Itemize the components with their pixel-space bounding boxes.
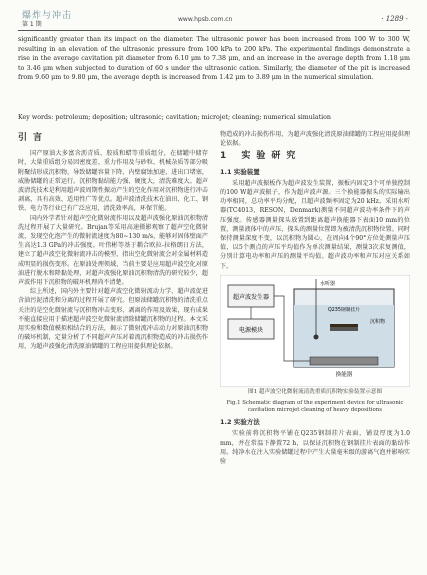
paragraph: 采用超声波振板作为超声波发生装置，振板内固定3个可单独控制的100 W超声波振子，作为超声波声源。三个换能器振头的实际输出功率相同，总功率平均分配，且超声波频率固定为20 kHz。采用水听器(TC4013，RESON，Denmark)测量不同超声波功率条件下的声压强度。传感器测量探头放置到距离超声换能器下表面10 mm的位置，测量液体中的声压，探头的测量位置即为被清洗沉积物位置。同时保持测量深度不变，以沉积物为圆心，在周向4个90°方位处测量声压值，以5个测点的声压平均值作为单次测量结果，测量3次求复测值，分别计算电功率和声压的测量平均值。超声波功率和声压对应关系如下。 (220, 179, 410, 270)
section-heading-experiment: 1 实验研究 (220, 151, 302, 162)
tank-label: Q235钢制挂片 (327, 307, 361, 313)
hydrophone-label: 水听器 (320, 280, 336, 287)
paragraph: 实验前将沉积物平铺在Q235钢制挂片表面，铺设厚度为1.0 mm，并在常温下静置72 h，以保证沉积物在钢制挂片表面的黏结作用。纯净水在注入实验储罐过程中产生大量毫米级的游离气泡并影响实验 (220, 430, 410, 466)
figure-caption-cn: 图1 超声波空化微射流清洗重质沉积物实验装置示意图 (248, 388, 382, 395)
figure-1-diagram (220, 275, 410, 387)
generator-label: 超声波发生器 (232, 293, 270, 301)
transducer-label: 换能器 (335, 371, 353, 378)
subsection-heading: 1.1 实验装置 (220, 167, 260, 176)
sample-plate (330, 327, 358, 331)
paragraph: 国内外学者针对超声空化微射流作用以及超声波强化原油沉积物清洗过程开展了大量研究。Brujan等采用高速摄影观察了超声空化微射流，发现空化泡产生的微射流速度为80~130 m/s，能够对固体壁面产生高达1.3 GPa的冲击强度。叶伟彬等基于耦合欧拉-拉格朗日方法，建立了超声波空化微射流冲击的模型，指出空化微射流会对金属材料造成明显的损伤变形。在原油处理领域，当前主要是应用超声波空化对原油进行脱水和降黏处理，对超声波强化原油沉积物清洗的研究较少，超声波作用下沉积物的破坏机理尚不清楚。 (18, 214, 208, 287)
transducer-plate (310, 357, 378, 365)
journal-logo-text: 爆炸与冲击 (22, 11, 73, 21)
issue-label: 第 1 期 (22, 21, 42, 28)
paragraph: 综上所述，国内外主要针对超声波空化微射流动力学、超声波促进含油污泥清洗和分离的过程开展了研究。但原油储罐沉积物的清洗重点关注的是空化微射流与沉积物冲击变形、剥离的作用及效果，现有成果不能直接应用于描述超声波空化微射流清除储罐沉积物的过程。本文采用实验和数值模拟相结合的方法，揭示了微射流冲击动力对原油沉积物的破坏机制，定量分析了不同超声声压对着流沉积物造成的冲击损伤作用，为超声波强化清洗原油储罐的工程应用提供理论依据。 (18, 288, 208, 351)
journal-url[interactable]: www.hpsb.com.cn (178, 16, 233, 23)
figure-caption-en: Fig.1 Schematic diagram of the experiment device for ultrasonic cavitation microjet cleaning of heavy depositions (226, 400, 404, 414)
subsection-heading: 1.2 实验方法 (220, 418, 260, 427)
deposit-layer (330, 324, 358, 327)
experiment-setup-svg (220, 275, 410, 387)
paragraph: 国产原油大多富含沥青质、胶质和蜡等重质组分，在储罐中储存时，大量重质组分易因密度差、重力作用及与砂粒、机械杂质等部分吸附聚结形成沉积物，导致储罐容量下降、内壁腐蚀加速、进出口堵塞，威胁储罐的正常运行。沉积物黏结能力强、硬度大，清洗难度大。超声波清洗技术是利用超声波周期性振动产生的空化作用对沉积物进行冲击剥离，具有高效、适用性广等优点。超声波清洗技术在油田、化工、钢铁、电力等行业已有广泛应用，清洗效率高，环保节能。 (18, 150, 208, 213)
hydrophone-probe (314, 334, 319, 339)
right-column (220, 130, 410, 466)
sample-label: 沉积物 (370, 318, 386, 325)
paragraph: 物造成的冲击损伤作用，为超声波强化清洗原油储罐的工程应用提供理论依据。 (220, 131, 410, 148)
power-label: 电源模块 (238, 326, 264, 334)
keywords: Key words: petroleum; deposition; ultrasonic; cavitation; microjet; cleaning; numerical simulation (18, 114, 331, 121)
section-heading-intro: 引言 (18, 133, 49, 143)
journal-logo (18, 8, 78, 28)
page-header (18, 6, 410, 31)
page-number: · 1289 · (381, 15, 408, 23)
abstract-text: significantly greater than its impact on the diameter. The ultrasonic power has been increased from 100 W to 300 W, resulting in an elevation of the ultrasonic pressure from 100 kPa to 200 kPa. The experimental findings demonstrate a rise in the average cavitation pit diameter from 6.10 μm to 7.38 μm, and an increase in the average depth from 1.18 μm to 3.46 μm when subjected to duration of 60 s under the ultrasonic cation. Similarly, the diameter of the pit is increased from 9.60 μm to 9.80 μm, the average depth is increased from 1.42 μm to 3.89 μm in the numerical simulation. (18, 36, 410, 82)
left-column (18, 130, 208, 352)
